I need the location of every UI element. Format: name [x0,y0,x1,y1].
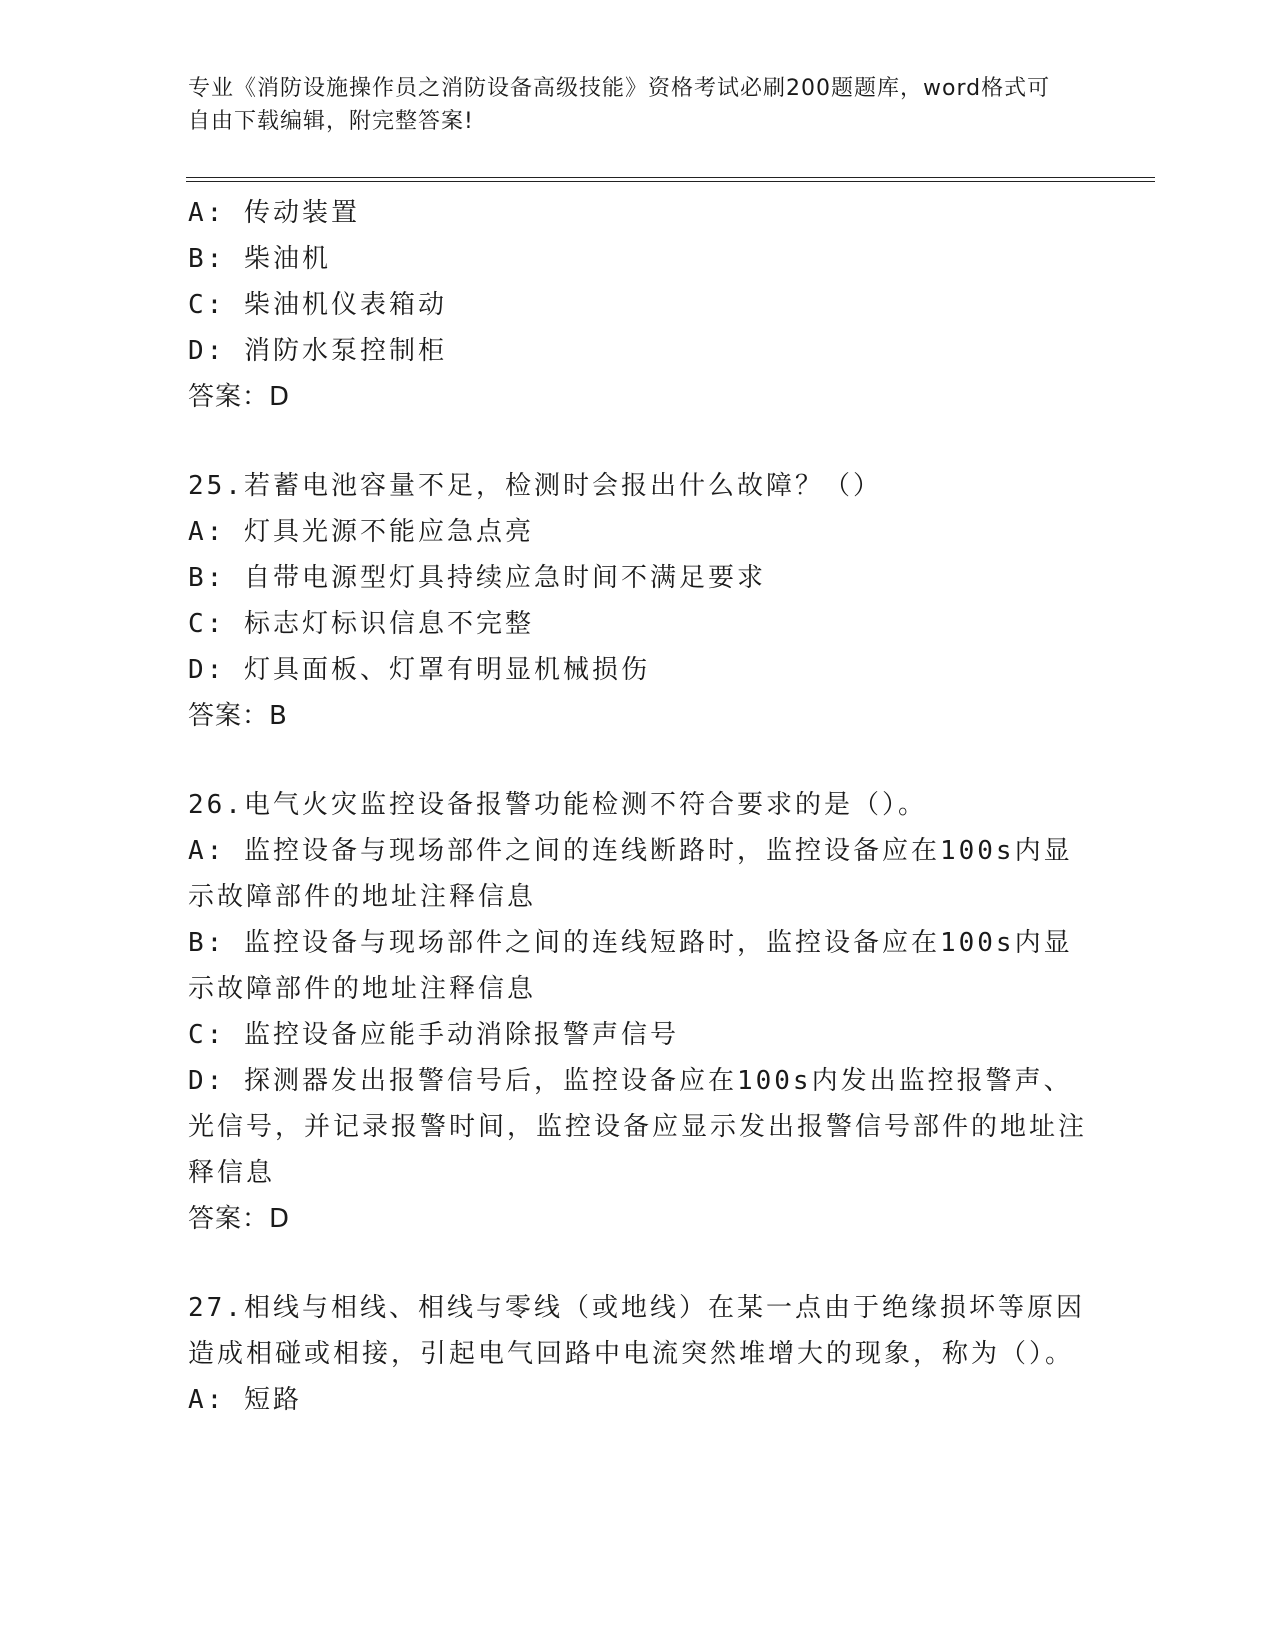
option-a: A: 监控设备与现场部件之间的连线断路时，监控设备应在100s内显示故障部件的地址注释信息 [188,836,1073,912]
question-24 [188,190,1088,420]
option-c: C: 监控设备应能手动消除报警声信号 [188,1020,679,1050]
question-25 [188,463,1088,739]
option-c: C: 柴油机仪表箱动 [188,290,447,320]
question-27 [188,1285,1088,1423]
document-header [188,72,1068,138]
spacer [188,739,1088,782]
question-text: 25.若蓄电池容量不足，检测时会报出什么故障？（） [188,471,882,501]
question-text: 26.电气火灾监控设备报警功能检测不符合要求的是（）。 [188,790,927,820]
option-a: A: 灯具光源不能应急点亮 [188,517,534,547]
spacer [188,420,1088,463]
answer-line: 答案：D [188,1204,291,1234]
option-b: B: 监控设备与现场部件之间的连线短路时，监控设备应在100s内显示故障部件的地址注释信息 [188,928,1073,1004]
header-intro-text: 专业《消防设施操作员之消防设备高级技能》资格考试必刷200题题库，word格式可自由下载编辑，附完整答案! [188,76,1051,134]
header-rule-bottom [186,181,1155,182]
question-list [188,190,1088,1423]
option-d: D: 灯具面板、灯罩有明显机械损伤 [188,655,650,685]
answer-line: 答案：D [188,382,291,412]
option-b: B: 柴油机 [188,244,331,274]
question-text: 27.相线与相线、相线与零线（或地线）在某一点由于绝缘损坏等原因造成相碰或相接，引起电气回路中电流突然堆增大的现象，称为（）。 [188,1293,1085,1369]
header-rule-top [186,177,1155,178]
option-b: B: 自带电源型灯具持续应急时间不满足要求 [188,563,766,593]
option-a: A: 传动装置 [188,198,360,228]
option-a: A: 短路 [188,1385,302,1415]
answer-line: 答案：B [188,701,288,731]
question-26 [188,782,1088,1242]
option-d: D: 消防水泵控制柜 [188,336,447,366]
option-d: D: 探测器发出报警信号后，监控设备应在100s内发出监控报警声、光信号，并记录报警时间，监控设备应显示发出报警信号部件的地址注释信息 [188,1066,1088,1188]
option-c: C: 标志灯标识信息不完整 [188,609,534,639]
spacer [188,1242,1088,1285]
